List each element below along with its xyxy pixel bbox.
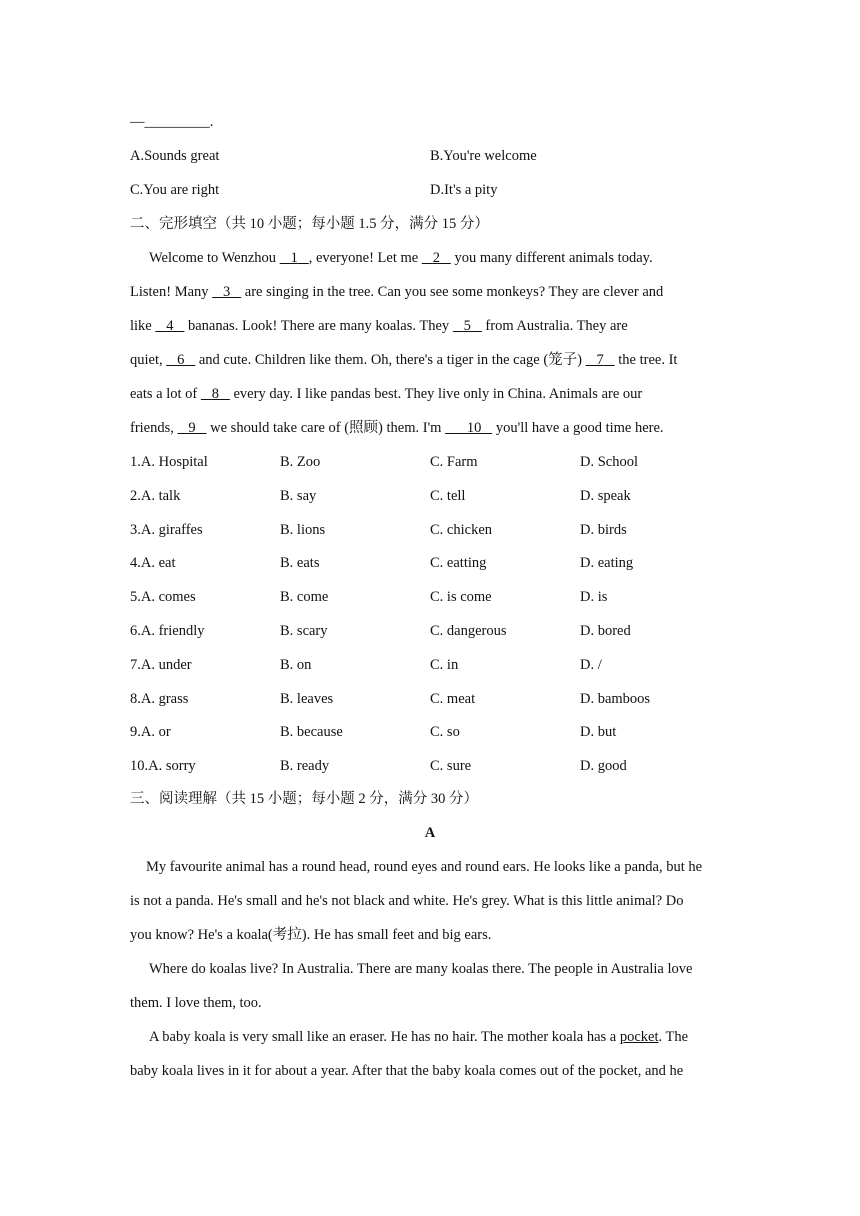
blank-3 <box>212 284 241 300</box>
passage-line-6 <box>130 418 664 438</box>
text: and cute. Children like them. Oh, there's a tiger in the cage (笼子) <box>195 352 586 368</box>
choice-8-d: D. bamboos <box>580 690 651 707</box>
blank-number: 2 <box>432 250 440 266</box>
passage-line-5 <box>130 384 642 404</box>
choice-4-b: B. eats <box>280 555 320 572</box>
passage-line-4 <box>130 350 677 370</box>
choice-8-c: C. meat <box>430 690 476 707</box>
text: the tree. It <box>614 352 678 368</box>
choice-7-a: 7.A. under <box>130 656 192 673</box>
choice-9-a: 9.A. or <box>130 724 171 741</box>
text: you'll have a good time here. <box>492 420 664 436</box>
blank-1 <box>280 250 309 266</box>
option-c: C.You are right <box>130 182 220 198</box>
choice-1-c: C. Farm <box>430 454 478 470</box>
blank-6 <box>166 352 195 368</box>
choice-3-d: D. birds <box>580 521 627 538</box>
text: bananas. Look! There are many koalas. They <box>184 318 453 334</box>
choice-4-c: C. eatting <box>430 555 487 572</box>
text: you many different animals today. <box>450 250 653 266</box>
choice-1-b: B. Zoo <box>280 454 321 470</box>
choice-5-a: 5.A. comes <box>130 589 196 606</box>
choice-5-b: B. come <box>280 589 329 606</box>
reading-line-2: is not a panda. He's small and he's not black and white. He's grey. What is this little animal? Do <box>130 893 684 909</box>
choice-4-a: 4.A. eat <box>130 555 176 572</box>
choice-5-d: D. is <box>580 589 608 606</box>
choice-10-d: D. good <box>580 758 627 775</box>
text: , everyone! Let me <box>308 250 422 266</box>
passage-line-1 <box>149 248 653 268</box>
text: like <box>130 318 156 334</box>
underlined-word-pocket: pocket <box>619 1029 659 1045</box>
choice-10-b: B. ready <box>280 758 330 775</box>
blank-number: 5 <box>463 318 471 334</box>
blank-8 <box>201 386 230 402</box>
choice-2-d: D. speak <box>580 487 631 504</box>
reading-part-title: A <box>424 825 436 841</box>
text: . The <box>658 1029 689 1045</box>
choice-7-b: B. on <box>280 656 312 673</box>
text: Listen! Many <box>130 284 213 300</box>
reading-line-4: Where do koalas live? In Australia. There are many koalas there. The people in Australia love <box>149 961 693 977</box>
reading-line-1: My favourite animal has a round head, round eyes and round ears. He looks like a panda, but he <box>146 859 703 875</box>
choice-2-c: C. tell <box>430 487 466 504</box>
text: quiet, <box>130 352 167 368</box>
blank-10 <box>445 420 492 436</box>
section3-heading: 三、阅读理解（共 15 小题；每小题 2 分，满分 30 分） <box>130 791 478 807</box>
blank-number: 9 <box>188 420 196 436</box>
choice-6-c: C. dangerous <box>430 623 507 639</box>
choice-9-c: C. so <box>430 724 460 741</box>
blank-number: 4 <box>166 318 174 334</box>
choice-7-d: D. / <box>580 656 602 673</box>
blank-9 <box>178 420 207 436</box>
text: are singing in the tree. Can you see some monkeys? They are clever and <box>241 284 664 300</box>
blank-number: 10 <box>466 420 482 436</box>
choice-4-d: D. eating <box>580 555 634 572</box>
blank-number: 8 <box>211 386 219 402</box>
blank-5 <box>453 318 482 334</box>
option-a: A.Sounds great <box>130 148 220 164</box>
period: . <box>209 114 214 130</box>
dash: — <box>130 114 145 130</box>
blank-number: 3 <box>223 284 231 300</box>
choice-10-c: C. sure <box>430 758 472 775</box>
choice-9-d: D. but <box>580 724 617 741</box>
choice-5-c: C. is come <box>430 589 492 606</box>
choice-3-a: 3.A. giraffes <box>130 521 203 538</box>
reading-line-5: them. I love them, too. <box>130 995 262 1011</box>
blank-4 <box>155 318 184 334</box>
passage-line-3 <box>130 316 628 336</box>
choice-6-b: B. scary <box>280 623 328 639</box>
blank-7 <box>586 352 615 368</box>
reading-line-7: baby koala lives in it for about a year. After that the baby koala comes out of the pocket, and he <box>130 1063 684 1079</box>
choice-7-c: C. in <box>430 656 459 673</box>
choice-8-a: 8.A. grass <box>130 690 189 707</box>
choice-6-d: D. bored <box>580 623 631 639</box>
text: friends, <box>130 420 178 436</box>
choice-1-d: D. School <box>580 454 638 470</box>
answer-blank: _________ <box>144 114 210 130</box>
reading-line-3: you know? He's a koala(考拉). He has small feet and big ears. <box>130 927 492 943</box>
text: A baby koala is very small like an eraser. He has no hair. The mother koala has a <box>149 1029 620 1045</box>
text: from Australia. They are <box>481 318 628 334</box>
answer-line <box>130 112 213 132</box>
blank-number: 7 <box>596 352 604 368</box>
choice-6-a: 6.A. friendly <box>130 623 205 639</box>
section2-heading: 二、完形填空（共 10 小题；每小题 1.5 分，满分 15 分） <box>130 216 489 232</box>
choice-3-b: B. lions <box>280 521 326 538</box>
text: we should take care of (照顾) them. I'm <box>206 420 446 436</box>
text: every day. I like pandas best. They live only in China. Animals are our <box>229 386 643 402</box>
reading-line-6 <box>149 1027 688 1047</box>
text: eats a lot of <box>130 386 201 402</box>
choice-2-b: B. say <box>280 487 317 504</box>
blank-number: 1 <box>290 250 298 266</box>
choice-8-b: B. leaves <box>280 690 334 707</box>
choice-1-a: 1.A. Hospital <box>130 454 208 470</box>
passage-line-2 <box>130 282 663 302</box>
choice-2-a: 2.A. talk <box>130 487 181 504</box>
option-b: B.You're welcome <box>430 148 537 164</box>
choice-3-c: C. chicken <box>430 521 493 538</box>
blank-number: 6 <box>177 352 185 368</box>
choice-9-b: B. because <box>280 724 343 741</box>
text: Welcome to Wenzhou <box>149 250 280 266</box>
blank-2 <box>422 250 451 266</box>
choice-10-a: 10.A. sorry <box>130 758 196 775</box>
option-d: D.It's a pity <box>430 182 498 198</box>
